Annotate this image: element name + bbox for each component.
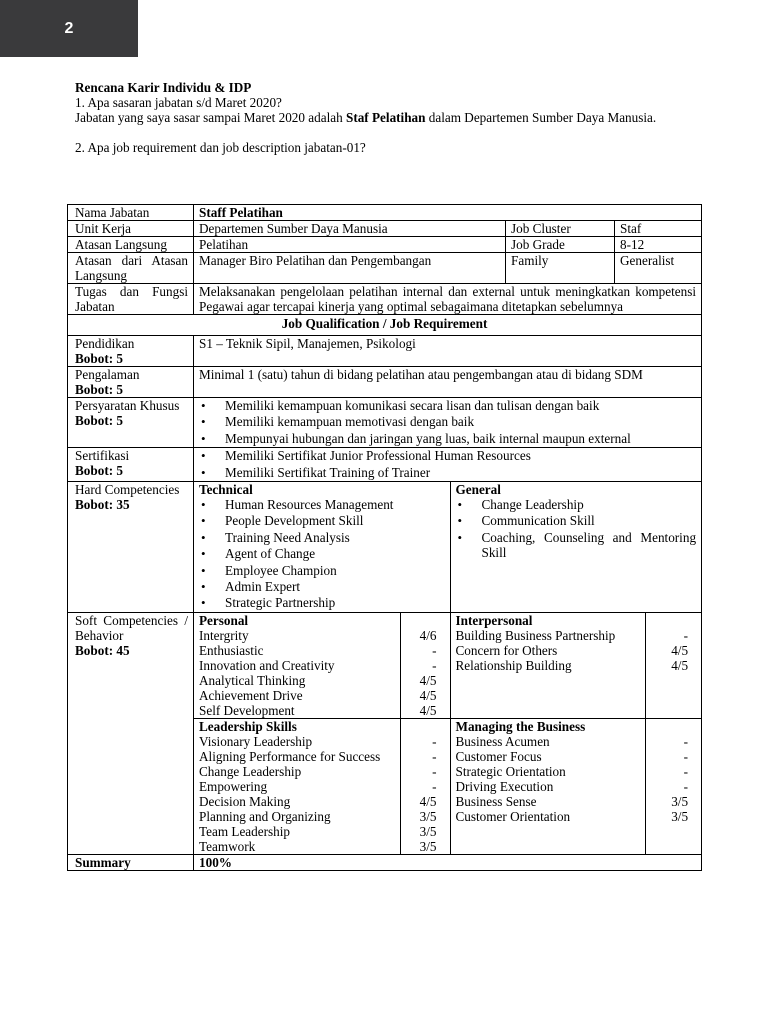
competency-score: 3/5: [419, 823, 437, 839]
row-unit-kerja: [68, 221, 702, 237]
label-pendidikan: [68, 336, 194, 367]
persyaratan-list: [199, 398, 696, 446]
value-pendidikan: S1 – Teknik Sipil, Manajemen, Psikologi: [194, 336, 702, 367]
general-title: General: [455, 481, 501, 497]
competency-name: Achievement Drive: [199, 687, 303, 703]
section-header: Job Qualification / Job Requirement: [68, 315, 702, 336]
competency-name: Empowering: [199, 778, 268, 794]
soft-competencies-grid: [194, 613, 701, 854]
competency-score: -: [432, 642, 437, 658]
competency-score: 4/5: [419, 702, 437, 718]
answer-1-bold: Staf Pelatihan: [345, 110, 426, 125]
value-family: Generalist: [615, 253, 702, 284]
question-2: 2. Apa job requirement dan job description jabatan-01?: [75, 140, 366, 155]
leadership-names: [194, 718, 400, 854]
competency-name: Enthusiastic: [199, 642, 264, 658]
question-1: 1. Apa sasaran jabatan s/d Maret 2020?: [75, 95, 282, 110]
label-atasan-langsung: Atasan Langsung: [68, 237, 194, 253]
persyaratan-label: Persyaratan Khusus: [75, 398, 180, 413]
competency-name: Building Business Partnership: [455, 627, 616, 643]
soft-bobot: Bobot: 45: [75, 642, 130, 658]
persyaratan-bobot: Bobot: 5: [75, 413, 123, 428]
competency-score: -: [683, 733, 689, 749]
row-soft-competencies: [68, 612, 702, 854]
pengalaman-bobot: Bobot: 5: [75, 382, 123, 397]
value-persyaratan: [194, 398, 702, 448]
label-soft-competencies: [68, 612, 194, 854]
soft-label: Soft Competencies / Behavior: [75, 612, 188, 643]
competency-score: 3/5: [419, 838, 437, 854]
list-item: • Mempunyai hubungan dan jaringan yang luas, baik internal maupun external: [199, 431, 696, 446]
value-nama-jabatan: Staff Pelatihan: [194, 205, 702, 221]
leadership-scores: [400, 718, 450, 854]
value-hard-competencies: [194, 481, 702, 612]
competency-score: -: [432, 763, 437, 779]
value-unit-kerja: Departemen Sumber Daya Manusia: [194, 221, 506, 237]
value-soft-competencies: [194, 612, 702, 854]
competency-name: Teamwork: [199, 838, 256, 854]
list-item: • Strategic Partnership: [199, 595, 445, 610]
competency-name: Innovation and Creativity: [199, 657, 335, 673]
competency-score: -: [432, 657, 437, 673]
sertifikasi-list: [199, 448, 696, 479]
value-atasan-dari-atasan: Manager Biro Pelatihan dan Pengembangan: [194, 253, 506, 284]
job-requirement-table: [67, 204, 702, 871]
competency-score: -: [432, 748, 437, 764]
list-item: • Agent of Change: [199, 546, 445, 561]
technical-list: [199, 497, 445, 610]
label-sertifikasi: [68, 448, 194, 482]
hard-bobot: Bobot: 35: [75, 496, 130, 512]
competency-name: Concern for Others: [455, 642, 558, 658]
list-item: • Admin Expert: [199, 579, 445, 594]
competency-score: 3/5: [419, 808, 437, 824]
hard-label: Hard Competencies: [75, 481, 180, 497]
competency-score: 4/5: [419, 687, 437, 703]
list-item: • Memiliki Sertifikat Junior Professional Human Resources: [199, 448, 696, 463]
competency-name: Customer Focus: [455, 748, 542, 764]
general-column: [450, 482, 701, 612]
label-atasan-dari-atasan: Atasan dari Atasan Langsung: [68, 253, 194, 284]
row-pendidikan: [68, 336, 702, 367]
label-nama-jabatan: Nama Jabatan: [68, 205, 194, 221]
list-item: • Change Leadership: [456, 497, 697, 512]
list-item: • Communication Skill: [456, 513, 697, 528]
competency-name: Driving Execution: [455, 778, 554, 794]
technical-title: Technical: [199, 481, 253, 497]
competency-score: -: [683, 763, 689, 779]
label-hard-competencies: [68, 481, 194, 612]
sertifikasi-label: Sertifikasi: [75, 448, 130, 464]
competency-name: Business Acumen: [455, 733, 550, 749]
list-item: • Memiliki Sertifikat Training of Trainer: [199, 465, 696, 480]
list-item: • Training Need Analysis: [199, 530, 445, 545]
interpersonal-scores: [645, 613, 701, 719]
list-item: • Human Resources Management: [199, 497, 445, 512]
document-heading: Rencana Karir Individu & IDP: [75, 80, 252, 95]
answer-1-before: Jabatan yang saya sasar sampai Maret 2020 adalah: [75, 110, 346, 125]
technical-column: [194, 482, 450, 612]
competency-name: Relationship Building: [455, 657, 572, 673]
value-pengalaman: Minimal 1 (satu) tahun di bidang pelatihan atau pengembangan atau di bidang SDM: [194, 367, 702, 398]
page-number: 2: [64, 20, 74, 37]
row-pengalaman: [68, 367, 702, 398]
competency-name: Analytical Thinking: [199, 672, 306, 688]
pendidikan-bobot: Bobot: 5: [75, 351, 123, 366]
interpersonal-names: [450, 613, 645, 719]
interpersonal-title: Interpersonal: [455, 612, 533, 628]
competency-name: Visionary Leadership: [199, 733, 313, 749]
label-job-grade: Job Grade: [506, 237, 615, 253]
label-family: Family: [506, 253, 615, 284]
competency-name: Intergrity: [199, 627, 249, 643]
row-sertifikasi: [68, 448, 702, 482]
competency-score: -: [432, 733, 437, 749]
competency-name: Planning and Organizing: [199, 808, 331, 824]
label-unit-kerja: Unit Kerja: [68, 221, 194, 237]
competency-score: -: [683, 748, 689, 764]
value-job-cluster: Staf: [615, 221, 702, 237]
competency-score: -: [683, 778, 689, 794]
competency-score: 3/5: [671, 808, 689, 824]
page-number-badge: [0, 0, 138, 57]
answer-1-after: dalam Departemen Sumber Daya Manusia.: [425, 110, 657, 125]
competency-name: Change Leadership: [199, 763, 302, 779]
competency-name: Self Development: [199, 702, 295, 718]
label-tugas: Tugas dan Fungsi Jabatan: [68, 284, 194, 315]
sertifikasi-bobot: Bobot: 5: [75, 463, 123, 479]
competency-score: 3/5: [671, 793, 689, 809]
managing-names: [450, 718, 645, 854]
row-persyaratan: [68, 398, 702, 448]
row-summary: [68, 854, 702, 870]
competency-name: Aligning Performance for Success: [199, 748, 381, 764]
list-item: • Coaching, Counseling and Mentoring Skill: [456, 530, 697, 560]
row-atasan-langsung: [68, 237, 702, 253]
competency-name: Team Leadership: [199, 823, 290, 839]
general-list: [456, 497, 697, 560]
competency-score: 4/5: [419, 793, 437, 809]
competency-score: 4/5: [671, 642, 689, 658]
row-hard-competencies: [68, 481, 702, 612]
intro-section: [75, 80, 694, 155]
value-tugas: Melaksanakan pengelolaan pelatihan internal dan external untuk meningkatkan kompetensi Pegawai agar tercapai kinerja yang optimal sebagaimana ditetapkan sebelumnya: [194, 284, 702, 315]
leadership-title: Leadership Skills: [199, 718, 297, 734]
list-item: • Memiliki kemampuan memotivasi dengan baik: [199, 414, 696, 429]
competency-score: 4/5: [419, 672, 437, 688]
pendidikan-label: Pendidikan: [75, 336, 135, 351]
label-summary: Summary: [68, 854, 194, 870]
personal-names: [194, 613, 400, 719]
competency-score: 4/5: [671, 657, 689, 673]
managing-title: Managing the Business: [455, 718, 586, 734]
personal-title: Personal: [199, 612, 249, 628]
competency-score: -: [432, 778, 437, 794]
list-item: • Employee Champion: [199, 563, 445, 578]
label-job-cluster: Job Cluster: [506, 221, 615, 237]
hard-competencies-grid: [194, 482, 701, 612]
row-nama-jabatan: [68, 205, 702, 221]
answer-1: [75, 110, 694, 125]
competency-name: Business Sense: [455, 793, 537, 809]
competency-name: Customer Orientation: [455, 808, 571, 824]
pengalaman-label: Pengalaman: [75, 367, 140, 382]
personal-scores: [400, 613, 450, 719]
value-summary: 100%: [194, 854, 702, 870]
row-section-header: [68, 315, 702, 336]
list-item: • Memiliki kemampuan komunikasi secara lisan dan tulisan dengan baik: [199, 398, 696, 413]
managing-scores: [645, 718, 701, 854]
competency-name: Strategic Orientation: [455, 763, 566, 779]
row-atasan-dari-atasan: [68, 253, 702, 284]
competency-name: Decision Making: [199, 793, 291, 809]
label-pengalaman: [68, 367, 194, 398]
value-sertifikasi: [194, 448, 702, 482]
label-persyaratan: [68, 398, 194, 448]
competency-score: 4/6: [419, 627, 437, 643]
value-atasan-langsung: Pelatihan: [194, 237, 506, 253]
row-tugas: [68, 284, 702, 315]
competency-score: -: [683, 627, 689, 643]
value-job-grade: 8-12: [615, 237, 702, 253]
list-item: • People Development Skill: [199, 513, 445, 528]
